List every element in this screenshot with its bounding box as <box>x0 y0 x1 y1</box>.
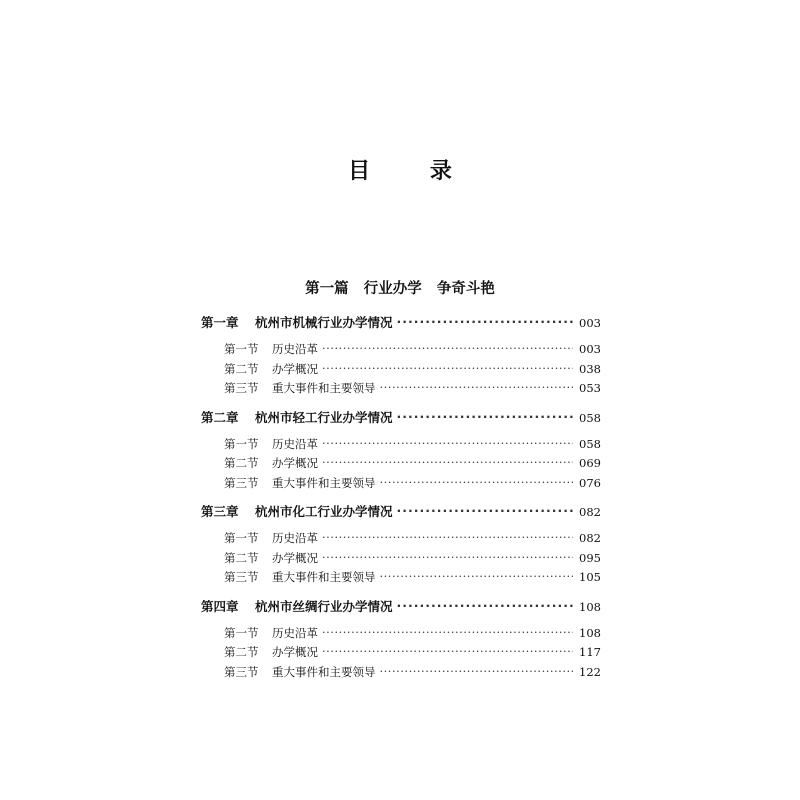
chapter-title: 杭州市化工行业办学情况 <box>255 504 393 519</box>
section-title: 历史沿革 <box>272 625 318 640</box>
section-entry[interactable] <box>201 361 601 381</box>
chapter-title: 杭州市丝绸行业办学情况 <box>255 598 393 614</box>
page-number: 108 <box>579 625 601 640</box>
dot-leader <box>380 664 574 678</box>
dot-leader <box>380 475 574 489</box>
page-number: 003 <box>579 342 601 356</box>
table-of-contents <box>201 313 601 691</box>
dot-leader <box>397 409 573 424</box>
chapter-title: 杭州市机械行业办学情况 <box>255 315 393 330</box>
dot-leader <box>322 361 573 375</box>
section-number: 第二节 <box>224 645 259 659</box>
chapter-3 <box>201 502 601 597</box>
chapter-2 <box>201 408 601 503</box>
section-list <box>201 335 601 408</box>
chapter-4 <box>201 597 601 692</box>
page-number: 069 <box>579 456 601 470</box>
dot-leader <box>397 314 573 329</box>
page-number: 058 <box>579 410 601 425</box>
section-title: 办学概况 <box>272 456 318 470</box>
dot-leader <box>322 644 573 658</box>
section-number: 第二节 <box>224 550 259 565</box>
page-number: 038 <box>579 361 601 376</box>
page-number: 076 <box>579 475 601 490</box>
dot-leader <box>322 625 573 639</box>
section-entry[interactable] <box>201 550 601 570</box>
section-title: 历史沿革 <box>272 436 318 451</box>
page-number: 058 <box>579 436 601 451</box>
page-number: 082 <box>579 505 601 519</box>
page-number: 082 <box>579 531 601 545</box>
section-number: 第三节 <box>224 570 259 584</box>
dot-leader <box>322 436 573 450</box>
dot-leader <box>322 550 573 564</box>
page-number: 053 <box>579 381 601 395</box>
chapter-number: 第三章 <box>201 504 239 519</box>
dot-leader <box>397 598 573 613</box>
section-entry[interactable] <box>201 664 601 684</box>
page-number: 095 <box>579 550 601 565</box>
section-number: 第一节 <box>224 436 259 451</box>
page-number: 122 <box>579 664 601 679</box>
section-title: 重大事件和主要领导 <box>272 664 376 679</box>
dot-leader <box>397 503 573 518</box>
section-entry[interactable] <box>201 380 601 400</box>
section-title: 办学概况 <box>272 645 318 659</box>
chapter-1 <box>201 313 601 408</box>
dot-leader <box>322 341 573 355</box>
section-number: 第三节 <box>224 475 259 490</box>
section-number: 第三节 <box>224 664 259 679</box>
section-number: 第一节 <box>224 342 259 356</box>
section-entry[interactable] <box>201 644 601 664</box>
part-title: 第一篇 行业办学 争奇斗艳 <box>305 280 495 297</box>
section-number: 第二节 <box>224 361 259 376</box>
section-number: 第一节 <box>224 531 259 545</box>
page-number: 108 <box>579 599 601 614</box>
chapter-entry[interactable] <box>201 313 601 335</box>
section-entry[interactable] <box>201 455 601 475</box>
chapter-entry[interactable] <box>201 502 601 524</box>
dot-leader <box>380 380 574 394</box>
section-list <box>201 619 601 692</box>
section-entry[interactable] <box>201 569 601 589</box>
page-title: 目 录 <box>348 158 478 184</box>
section-title: 办学概况 <box>272 550 318 565</box>
page-number: 003 <box>579 316 601 330</box>
section-entry[interactable] <box>201 436 601 456</box>
chapter-entry[interactable] <box>201 408 601 430</box>
section-title: 重大事件和主要领导 <box>272 475 376 490</box>
dot-leader <box>322 455 573 469</box>
chapter-title: 杭州市轻工行业办学情况 <box>255 409 393 425</box>
section-title: 历史沿革 <box>272 531 318 545</box>
section-number: 第一节 <box>224 625 259 640</box>
section-number: 第三节 <box>224 381 259 395</box>
dot-leader <box>322 530 573 544</box>
section-number: 第二节 <box>224 456 259 470</box>
chapter-entry[interactable] <box>201 597 601 619</box>
chapter-number: 第四章 <box>201 598 239 614</box>
section-entry[interactable] <box>201 625 601 645</box>
section-title: 历史沿革 <box>272 342 318 356</box>
section-entry[interactable] <box>201 475 601 495</box>
section-list <box>201 430 601 503</box>
section-title: 重大事件和主要领导 <box>272 570 376 584</box>
chapter-number: 第一章 <box>201 315 239 330</box>
section-list <box>201 524 601 597</box>
dot-leader <box>380 569 574 583</box>
section-entry[interactable] <box>201 530 601 550</box>
page-number: 105 <box>579 570 601 584</box>
section-title: 办学概况 <box>272 361 318 376</box>
section-entry[interactable] <box>201 341 601 361</box>
page-number: 117 <box>579 645 601 659</box>
section-title: 重大事件和主要领导 <box>272 381 376 395</box>
chapter-number: 第二章 <box>201 409 239 425</box>
